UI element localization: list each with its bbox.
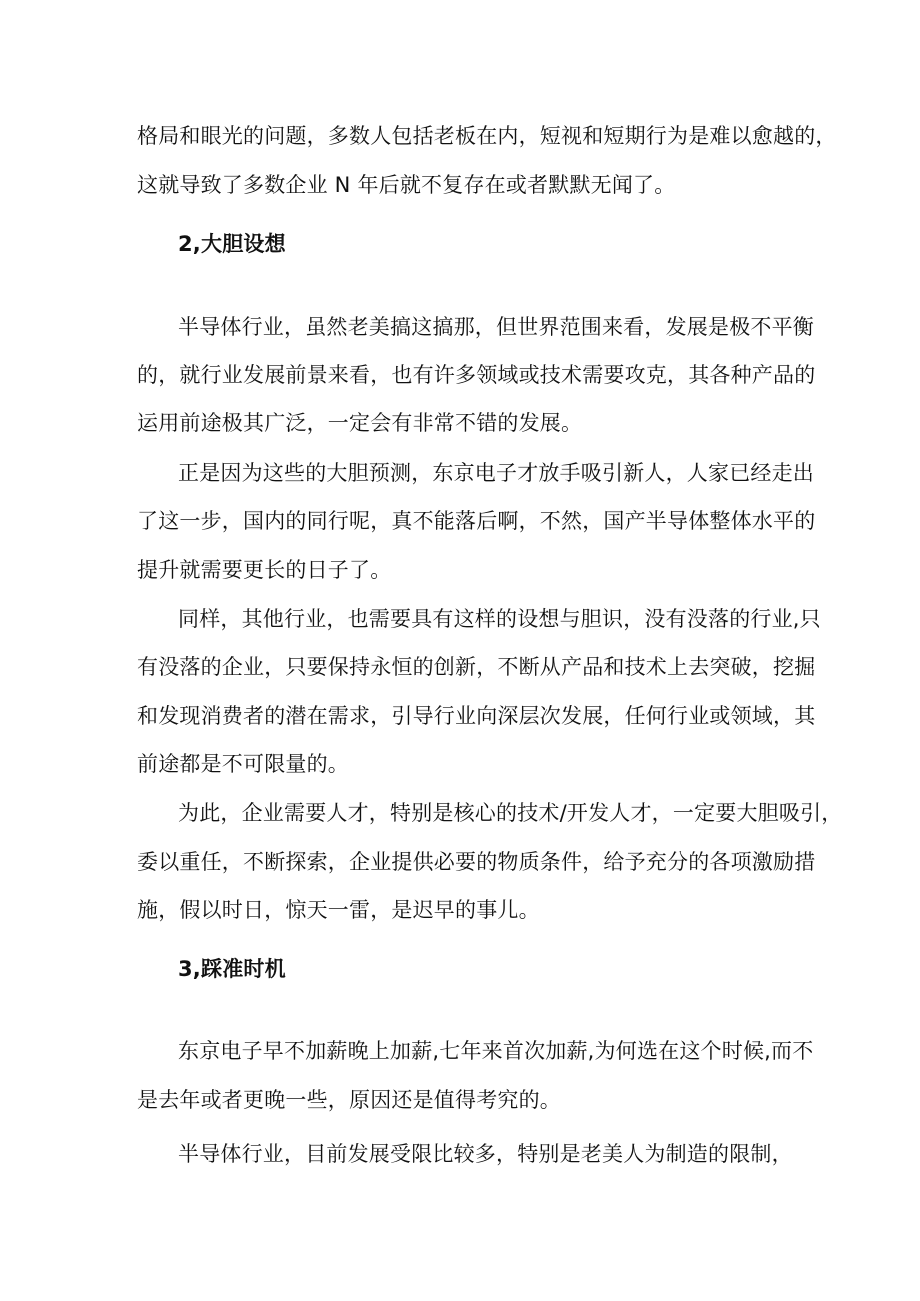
paragraph-line: 前途都是不可限量的。: [137, 752, 349, 776]
paragraph-line: 这就导致了多数企业 N 年后就不复存在或者默默无闻了。: [137, 173, 676, 197]
paragraph-line: 格局和眼光的问题，多数人包括老板在内，短视和短期行为是难以愈越的，: [137, 124, 837, 148]
paragraph-line: 正是因为这些的大胆预测，东京电子才放手吸引新人，人家已经走出: [178, 461, 814, 485]
paragraph-line: 委以重任，不断探索，企业提供必要的物质条件，给予充分的各项激励措: [137, 850, 816, 874]
paragraph-line: 提升就需要更长的日子了。: [137, 558, 392, 582]
section-heading: 2,大胆设想: [178, 232, 286, 256]
paragraph-line: 半导体行业，虽然老美搞这搞那，但世界范围来看，发展是极不平衡: [178, 315, 814, 339]
paragraph-line: 的，就行业发展前景来看，也有许多领域或技术需要攻克，其各种产品的: [137, 363, 816, 387]
paragraph-line: 同样，其他行业，也需要具有这样的设想与胆识，没有没落的行业,只: [178, 607, 821, 631]
paragraph-line: 运用前途极其广泛，一定会有非常不错的发展。: [137, 411, 583, 435]
paragraph-line: 施，假以时日，惊天一雷，是迟早的事儿。: [137, 898, 540, 922]
paragraph-line: 东京电子早不加薪晚上加薪,七年来首次加薪,为何选在这个时候,而不: [178, 1039, 814, 1063]
paragraph-line: 有没落的企业，只要保持永恒的创新，不断从产品和技术上去突破，挖掘: [137, 655, 816, 679]
paragraph-line: 和发现消费者的潜在需求，引导行业向深层次发展，任何行业或领域，其: [137, 704, 816, 728]
section-heading: 3,踩准时机: [178, 957, 286, 981]
paragraph-line: 半导体行业，目前发展受限比较多，特别是老美人为制造的限制，: [178, 1142, 793, 1166]
paragraph-line: 是去年或者更晚一些，原因还是值得考究的。: [137, 1088, 561, 1112]
paragraph-line: 了这一步，国内的同行呢，真不能落后啊，不然，国产半导体整体水平的: [137, 509, 816, 533]
paragraph-line: 为此，企业需要人才，特别是核心的技术/开发人才，一定要大胆吸引，: [178, 801, 843, 825]
